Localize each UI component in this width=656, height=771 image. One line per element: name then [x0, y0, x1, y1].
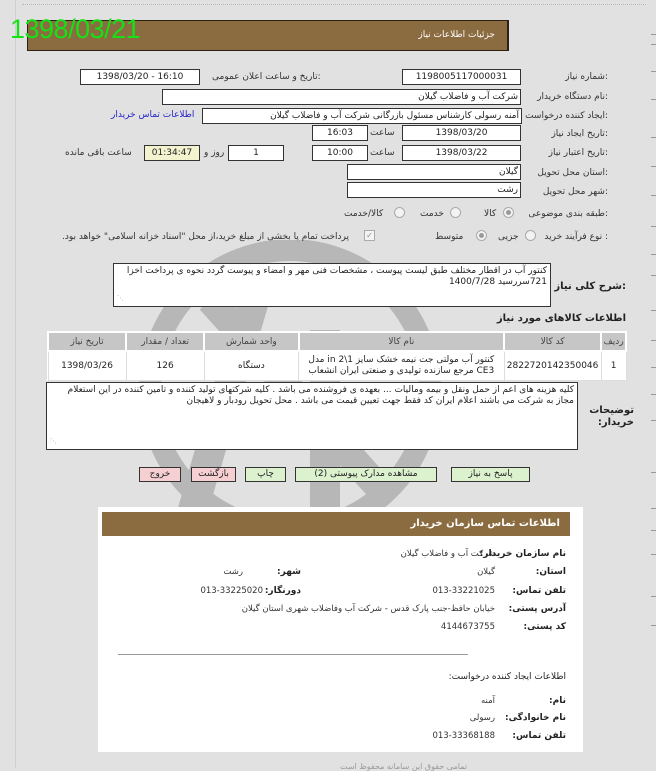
description-label: شرح کلی نیاز:: [554, 281, 626, 292]
category-option-goods: کالا: [484, 209, 497, 219]
created-time-field[interactable]: 16:03: [312, 125, 368, 141]
created-date-field[interactable]: 1398/03/20: [402, 125, 521, 141]
panel-divider: [118, 654, 468, 655]
creator-label: ایجاد کننده درخواست:: [525, 111, 608, 121]
date-stamp: 1398/03/21: [10, 14, 141, 44]
process-option-minor: جزیی: [498, 232, 519, 242]
valid-date-field[interactable]: 1398/03/22: [402, 145, 521, 161]
category-radio-service[interactable]: [450, 207, 461, 218]
province-field[interactable]: گیلان: [347, 164, 521, 180]
first-name-label: نام:: [549, 696, 566, 706]
creator-field[interactable]: آمنه رسولی کارشناس مسئول بازرگانی شرکت آب و فاضلاب گیلان: [202, 108, 522, 124]
contact-panel-title: اطلاعات تماس سازمان خریدار: [410, 518, 560, 529]
category-radio-goods-service[interactable]: [394, 207, 405, 218]
valid-time-label: ساعت: [370, 148, 395, 158]
days-label: روز و: [204, 148, 225, 158]
created-date-label: تاریخ ایجاد نیاز:: [551, 129, 608, 139]
phone-value: 013-33221025: [432, 586, 495, 596]
process-radio-medium[interactable]: [476, 230, 487, 241]
postal-label: کد پستی:: [523, 622, 566, 632]
items-section-title: اطلاعات کالاهای مورد نیاز: [496, 313, 626, 324]
province-label: استان:: [535, 567, 566, 577]
city-label: شهر محل تحویل:: [542, 187, 608, 197]
city-field[interactable]: رشت: [347, 182, 521, 198]
col-qty: تعداد / مقدار: [126, 332, 204, 351]
col-date: تاریخ نیاز: [48, 332, 126, 351]
city-label: شهر:: [277, 567, 301, 577]
first-name-value: آمنه: [480, 696, 495, 706]
description-textarea[interactable]: [113, 263, 551, 307]
created-time-label: ساعت: [370, 128, 395, 138]
last-name-value: رسولی: [469, 713, 495, 723]
announce-label: تاریخ و ساعت اعلان عمومی:: [212, 72, 321, 82]
col-unit: واحد شمارش: [204, 332, 298, 351]
items-table: [47, 331, 627, 381]
buyer-org-label: نام دستگاه خریدار:: [537, 92, 608, 102]
right-tick-marks: [650, 0, 656, 768]
province-value: گیلان: [477, 567, 495, 577]
page-title: جزئیات اطلاعات نیاز: [418, 30, 495, 40]
buyer-org-field[interactable]: شرکت آب و فاضلاب گیلان: [162, 89, 521, 105]
category-label: طبقه بندی موضوعی:: [528, 209, 608, 219]
print-button[interactable]: چاپ: [245, 467, 286, 482]
process-option-medium: متوسط: [435, 232, 464, 242]
creator-phone-label: تلفن تماس:: [512, 731, 566, 741]
postal-value: 4144673755: [440, 622, 495, 632]
fax-label: دورنگار:: [264, 586, 301, 596]
need-number-field[interactable]: 1198005117000031: [402, 69, 521, 85]
buyer-contact-link[interactable]: اطلاعات تماس خریدار: [111, 110, 195, 120]
buyer-notes-textarea[interactable]: [46, 382, 578, 450]
org-label: نام سازمان خریدار:: [479, 549, 566, 559]
table-row: [48, 351, 626, 381]
col-code: کد کالا: [504, 332, 601, 351]
process-label: نوع فرآیند خرید :: [544, 232, 608, 242]
remaining-label: ساعت باقی مانده: [65, 148, 132, 158]
cell-qty: 126: [126, 351, 204, 381]
buyer-notes-text: کلیه هزینه های اعم از حمل ونقل و بیمه ومالیات ... بعهده ی فروشنده می باشد . کلیه شرکتهای تولید کننده و تامین کننده در این استعلام مجاز به شرکت می باشند اعلام ایران کد فقط جهت تعیین قیمت می باشد . محل تحویل رودبار و لاهیجان: [67, 385, 574, 406]
treasury-note: پرداخت تمام یا بخشی از مبلغ خرید،از محل "اسناد خزانه اسلامی" خواهد بود.: [62, 232, 350, 242]
address-value: خیابان حافظ-جنب پارک قدس - شرکت آب وفاضلاب شهری استان گیلان: [241, 604, 495, 614]
last-name-label: نام خانوادگی:: [504, 713, 566, 723]
creator-section-title: اطلاعات ایجاد کننده درخواست:: [448, 672, 566, 682]
cell-code: 2822720142350046: [504, 351, 601, 381]
buyer-notes-label: توضیحات خریدار:: [589, 405, 634, 428]
category-option-service: خدمت: [420, 209, 444, 219]
address-label: آدرس پستی:: [508, 604, 566, 614]
valid-time-field[interactable]: 10:00: [312, 145, 368, 161]
process-radio-minor[interactable]: [525, 230, 536, 241]
col-name: نام کالا: [299, 332, 504, 351]
fax-value: 013-33225020: [200, 586, 263, 596]
remaining-time-field: 01:34:47: [144, 145, 200, 161]
contact-panel-header: [102, 512, 570, 536]
attachments-button[interactable]: مشاهده مدارک پیوستی (2): [295, 467, 437, 482]
cell-name: کنتور آب مولتی جت نیمه خشک سایز 1\2 in مدل CE3 مرجع سازنده تولیدی و صنعتی ایران انشعاب: [299, 351, 504, 381]
cell-date: 1398/03/26: [48, 351, 126, 381]
left-border: [15, 0, 16, 768]
cell-row: 1: [601, 351, 626, 381]
days-field[interactable]: 1: [228, 145, 284, 161]
resize-grip-icon[interactable]: ⋰: [50, 437, 57, 445]
treasury-checkbox[interactable]: ✓: [364, 230, 375, 241]
valid-date-label: تاریخ اعتبار نیاز:: [548, 148, 608, 158]
description-text: کنتور آب در اقطار مختلف طبق لیست پیوست ، مشخصات فنی مهر و امضاء و پیوست گردد نحوه ی پرداخت اخزا 721سررسید 1400/7/28: [126, 266, 547, 287]
back-button[interactable]: بازگشت: [191, 467, 236, 482]
creator-phone-value: 013-33368188: [432, 731, 495, 741]
cell-unit: دستگاه: [204, 351, 298, 381]
need-number-label: شماره نیاز:: [565, 72, 608, 82]
col-row: ردیف: [601, 332, 626, 351]
announce-field[interactable]: 1398/03/20 - 16:10: [80, 69, 200, 85]
province-label: استان محل تحویل:: [537, 168, 608, 178]
phone-label: تلفن تماس:: [512, 586, 566, 596]
resize-grip-icon[interactable]: ⋰: [117, 294, 124, 302]
org-value: شرکت آب و فاضلاب گیلان: [400, 549, 495, 559]
city-value: رشت: [223, 567, 243, 577]
footer-copyright: تمامی حقوق این سامانه محفوظ است: [340, 762, 468, 771]
category-radio-goods[interactable]: [503, 207, 514, 218]
reply-button[interactable]: پاسخ به نیاز: [451, 467, 530, 482]
category-option-goods-service: کالا/خدمت: [344, 209, 384, 219]
buyer-contact-panel: [98, 507, 583, 752]
top-divider: [22, 4, 646, 5]
exit-button[interactable]: خروج: [139, 467, 181, 482]
